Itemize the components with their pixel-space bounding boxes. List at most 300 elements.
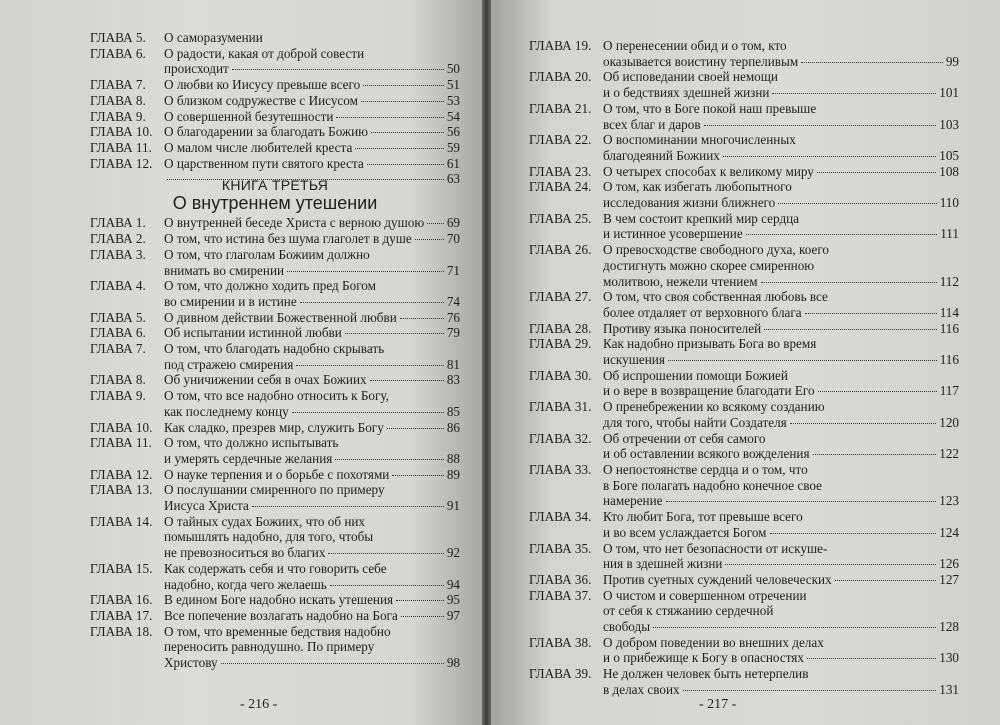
chapter-title [164, 482, 460, 513]
chapter-number: ГЛАВА 9. [90, 108, 146, 124]
chapter-page: 59 [446, 139, 460, 155]
chapter-title-text: исследования жизни ближнего [603, 195, 776, 211]
chapter-title [603, 588, 959, 635]
chapter-number: ГЛАВА 8. [90, 372, 146, 388]
chapter-number: ГЛАВА 23. [529, 163, 592, 179]
toc-entry [529, 509, 959, 540]
chapter-page: 130 [939, 650, 959, 666]
chapter-title [603, 242, 959, 289]
chapter-title-line [603, 572, 959, 588]
chapter-page: 98 [446, 655, 460, 671]
chapter-title-line [603, 336, 959, 352]
chapter-title-text: О четырех способах к великому миру [603, 163, 814, 179]
chapter-title-line [603, 117, 959, 133]
chapter-title-line [603, 54, 959, 70]
chapter-number: ГЛАВА 35. [529, 540, 592, 556]
chapter-title-line [603, 509, 959, 525]
chapter-title [603, 69, 959, 100]
chapter-number: ГЛАВА 38. [529, 634, 592, 650]
chapter-title-line [164, 294, 460, 310]
chapter-title-line [164, 325, 460, 341]
chapter-title-text: и о вере в возвращение благодати Его [603, 383, 815, 399]
chapter-page: 70 [446, 231, 460, 247]
toc-entry [90, 46, 460, 77]
chapter-title-text: Не должен человек быть нетерпелив [603, 666, 809, 682]
book-subtitle: О внутреннем утешении [172, 192, 378, 213]
chapter-title-text: О том, как избегать любопытного [603, 179, 792, 195]
toc-left-top [90, 30, 460, 187]
leader-dots [335, 459, 443, 460]
chapter-title-line [164, 124, 460, 140]
chapter-title-text: во смирении и в истине [164, 293, 297, 309]
leader-dots [764, 329, 937, 330]
chapter-page: 131 [939, 681, 959, 697]
leader-dots [683, 690, 937, 691]
chapter-page: 81 [446, 356, 460, 372]
toc-entry [90, 372, 460, 388]
chapter-title [164, 247, 460, 278]
chapter-title [164, 608, 460, 624]
chapter-title-text: О том, что глаголам Божиим должно [164, 246, 370, 262]
chapter-title-line [164, 388, 460, 404]
chapter-page: 94 [446, 576, 460, 592]
chapter-title-line [603, 541, 959, 557]
chapter-number: ГЛАВА 14. [90, 513, 153, 529]
chapter-page: 114 [939, 304, 959, 320]
chapter-title [164, 325, 460, 341]
chapter-title [603, 164, 959, 180]
chapter-title-line [603, 242, 959, 258]
leader-dots [668, 360, 937, 361]
chapter-title-text: О внутренней беседе Христа с верною душою [164, 215, 425, 231]
chapter-title-text: искушения [603, 352, 665, 368]
toc-entry [90, 388, 460, 419]
chapter-page: 71 [446, 262, 460, 278]
toc-entry [90, 561, 460, 592]
chapter-title-text: О науке терпения и о борьбе с похотями [164, 466, 390, 482]
chapter-page: 105 [939, 147, 959, 163]
chapter-title-line [164, 247, 460, 263]
toc-entry [529, 462, 959, 509]
chapter-title-line [603, 588, 959, 604]
chapter-page: 127 [939, 571, 959, 587]
chapter-title-text: О близком содружестве с Иисусом [164, 92, 358, 108]
chapter-number: ГЛАВА 29. [529, 336, 592, 352]
chapter-title-line [603, 352, 959, 368]
toc-entry [529, 289, 959, 320]
chapter-title [164, 109, 460, 125]
chapter-title-text: Как сладко, презрев мир, служить Богу [164, 419, 384, 435]
chapter-title-line [603, 682, 959, 698]
chapter-title-line [603, 38, 959, 54]
left-page [0, 0, 482, 725]
chapter-number: ГЛАВА 10. [90, 124, 153, 140]
chapter-title-line [603, 132, 959, 148]
chapter-title [164, 514, 460, 561]
right-page [491, 0, 1000, 725]
chapter-title-text: О том, что в Боге покой наш превыше [603, 100, 817, 116]
chapter-title-text: всех благ и даров [603, 116, 701, 132]
chapter-title-text: О том, что должно ходить пред Богом [164, 278, 376, 294]
leader-dots [345, 333, 444, 334]
chapter-title-line [164, 577, 460, 593]
chapter-title-text: О радости, какая от доброй совести [164, 45, 365, 61]
chapter-page: 99 [945, 53, 959, 69]
leader-dots [400, 318, 444, 319]
toc-entry [90, 514, 460, 561]
chapter-title [603, 509, 959, 540]
chapter-title-text: О том, что нет безопасности от искуше- [603, 540, 828, 556]
chapter-title-text: О совершенной безутешности [164, 108, 334, 124]
chapter-title-text: ния в здешней жизни [603, 556, 723, 572]
chapter-title-text: Противу языка поносителей [603, 320, 762, 336]
chapter-title [164, 341, 460, 372]
chapter-page: 69 [446, 215, 460, 231]
toc-entry [529, 132, 959, 163]
chapter-title-line [164, 451, 460, 467]
chapter-title-line [164, 46, 460, 62]
chapter-title-text: Все попечение возлагать надобно на Бога [164, 607, 398, 623]
chapter-number: ГЛАВА 12. [90, 155, 153, 171]
chapter-title [164, 624, 460, 671]
toc-entry [529, 164, 959, 180]
chapter-title-text: Об уничижении себя в очах Божиих [164, 372, 367, 388]
chapter-number: ГЛАВА 2. [90, 231, 146, 247]
chapter-title-line [164, 561, 460, 577]
chapter-title-text: для того, чтобы найти Создателя [603, 414, 787, 430]
chapter-title-line [603, 195, 959, 211]
chapter-title [603, 431, 959, 462]
chapter-title [603, 666, 959, 697]
chapter-number: ГЛАВА 9. [90, 388, 146, 404]
chapter-title-line [603, 148, 959, 164]
chapter-title [164, 388, 460, 419]
toc-entry [90, 435, 460, 466]
chapter-page: 95 [446, 592, 460, 608]
leader-dots [666, 501, 937, 502]
toc-entry [90, 247, 460, 278]
chapter-title-line [164, 514, 460, 530]
chapter-number: ГЛАВА 11. [90, 435, 152, 451]
chapter-number: ГЛАВА 15. [90, 560, 153, 576]
chapter-title-line [164, 624, 460, 640]
toc-entry [529, 368, 959, 399]
chapter-title-line [164, 435, 460, 451]
chapter-page: 110 [939, 195, 959, 211]
chapter-number: ГЛАВА 39. [529, 666, 592, 682]
chapter-title-line [603, 383, 959, 399]
chapter-page: 101 [939, 85, 959, 101]
leader-dots [415, 239, 444, 240]
leader-dots [770, 533, 937, 534]
chapter-title-text: О дивном действии Божественной любви [164, 309, 397, 325]
chapter-title-text: не превозноситься во благих [164, 545, 326, 561]
leader-dots [704, 125, 937, 126]
chapter-title-text: О том, что истина без шума глаголет в душе [164, 231, 412, 247]
chapter-title [603, 211, 959, 242]
chapter-title-line [603, 274, 959, 290]
chapter-title [164, 140, 460, 156]
chapter-title-line [164, 420, 460, 436]
chapter-title [603, 321, 959, 337]
chapter-title [164, 215, 460, 231]
leader-dots [401, 616, 444, 617]
chapter-number: ГЛАВА 5. [90, 309, 146, 325]
leader-dots [427, 223, 444, 224]
chapter-title-text: под стражею смирения [164, 356, 294, 372]
toc-entry [529, 179, 959, 210]
chapter-title-line [164, 109, 460, 125]
chapter-page: 124 [939, 524, 959, 540]
chapter-number: ГЛАВА 26. [529, 242, 592, 258]
book-title: КНИГА ТРЕТЬЯ [221, 177, 329, 193]
leader-dots [363, 85, 444, 86]
leader-dots [330, 585, 444, 586]
chapter-page: 74 [446, 293, 460, 309]
chapter-page: 61 [446, 155, 460, 171]
toc-entry [90, 140, 460, 156]
chapter-title-line [164, 404, 460, 420]
chapter-title [164, 310, 460, 326]
chapter-title-line [164, 310, 460, 326]
chapter-number: ГЛАВА 25. [529, 210, 592, 226]
chapter-title-text: помышлять надобно, для того, чтобы [164, 529, 374, 545]
leader-dots [355, 148, 444, 149]
leader-dots [361, 101, 444, 102]
chapter-title-line [603, 164, 959, 180]
chapter-page: 53 [446, 92, 460, 108]
chapter-page: 88 [446, 450, 460, 466]
chapter-title-text: О добром поведении во внешних делах [603, 634, 824, 650]
leader-dots [805, 313, 937, 314]
chapter-title-text: и умерять сердечные желания [164, 450, 333, 466]
chapter-number: ГЛАВА 11. [90, 139, 152, 155]
toc-entry [90, 325, 460, 341]
chapter-title-text: молитвою, нежели чтением [603, 273, 758, 289]
chapter-number: ГЛАВА 34. [529, 509, 592, 525]
chapter-title-line [164, 639, 460, 655]
chapter-title-line [164, 529, 460, 545]
leader-dots [232, 69, 444, 70]
chapter-title [164, 372, 460, 388]
chapter-title-text: в делах своих [603, 681, 680, 697]
chapter-title-line [164, 608, 460, 624]
chapter-page: 108 [939, 163, 959, 179]
toc-entry [90, 278, 460, 309]
chapter-title-text: Как надобно призывать Бога во время [603, 336, 817, 352]
chapter-title-line [164, 482, 460, 498]
chapter-title-text: и истинное усовершение [603, 226, 743, 242]
chapter-title-line [164, 140, 460, 156]
toc-entry [529, 211, 959, 242]
toc-entry [90, 215, 460, 231]
toc-left-book3 [90, 166, 460, 671]
leader-dots [387, 428, 444, 429]
chapter-page: 112 [939, 273, 959, 289]
chapter-number: ГЛАВА 28. [529, 320, 592, 336]
chapter-page: 122 [939, 446, 959, 462]
chapter-title-text: В едином Боге надобно искать утешения [164, 592, 394, 608]
chapter-title [164, 278, 460, 309]
chapter-title-line [603, 258, 959, 274]
chapter-title-line [603, 399, 959, 415]
chapter-title-text: более отдаляет от верховного блага [603, 304, 802, 320]
leader-dots [807, 658, 936, 659]
chapter-title-line [164, 545, 460, 561]
chapter-title-line [164, 655, 460, 671]
toc-entry [529, 399, 959, 430]
chapter-title-line [164, 263, 460, 279]
chapter-title-text: внимать во смирении [164, 262, 285, 278]
toc-entry [90, 467, 460, 483]
chapter-number: ГЛАВА 19. [529, 38, 592, 53]
chapter-number: ГЛАВА 1. [90, 215, 146, 231]
chapter-title-line [164, 231, 460, 247]
toc-left-entries [90, 215, 460, 670]
toc-entry [90, 420, 460, 436]
chapter-title-text: благодеяний Божиих [603, 147, 720, 163]
chapter-number: ГЛАВА 10. [90, 419, 153, 435]
leader-dots [392, 475, 443, 476]
chapter-title [603, 336, 959, 367]
chapter-title [603, 179, 959, 210]
chapter-page: 117 [939, 383, 959, 399]
chapter-title-text: в Боге полагать надобно конечное свое [603, 477, 822, 493]
chapter-title-line [164, 278, 460, 294]
chapter-title-line [603, 619, 959, 635]
chapter-title-line [164, 30, 460, 46]
chapter-number: ГЛАВА 36. [529, 571, 592, 587]
chapter-page: 56 [446, 124, 460, 140]
toc-entry [90, 341, 460, 372]
chapter-title-text: О саморазумении [164, 30, 263, 45]
book-heading [90, 178, 460, 211]
chapter-title-text: Как содержать себя и что говорить себе [164, 560, 387, 576]
chapter-number: ГЛАВА 3. [90, 246, 146, 262]
chapter-page: 116 [939, 320, 959, 336]
toc-entry [529, 666, 959, 697]
chapter-page: 103 [939, 116, 959, 132]
chapter-title-text: Об испытании истинной любви [164, 325, 342, 341]
chapter-page: 51 [446, 77, 460, 93]
toc-entry [529, 588, 959, 635]
chapter-title-line [603, 69, 959, 85]
chapter-title-text: переносить равнодушно. По примеру [164, 639, 375, 655]
chapter-title-line [164, 215, 460, 231]
chapter-number: ГЛАВА 31. [529, 399, 592, 415]
chapter-title-text: О послушании смиренного по примеру [164, 482, 385, 498]
chapter-page: 50 [446, 61, 460, 77]
chapter-title [164, 124, 460, 140]
chapter-title-text: О любви ко Иисусу превыше всего [164, 77, 361, 93]
chapter-number: ГЛАВА 8. [90, 92, 146, 108]
chapter-title-line [603, 305, 959, 321]
chapter-title-line [603, 226, 959, 242]
toc-entry [90, 231, 460, 247]
chapter-page: 116 [939, 352, 959, 368]
chapter-title-line [603, 666, 959, 682]
chapter-title-line [164, 498, 460, 514]
leader-dots [723, 156, 936, 157]
chapter-title [603, 572, 959, 588]
chapter-title-line [603, 556, 959, 572]
chapter-title [603, 635, 959, 666]
leader-dots [835, 580, 937, 581]
chapter-number: ГЛАВА 22. [529, 132, 592, 148]
chapter-number: ГЛАВА 24. [529, 179, 592, 195]
chapter-title-line [164, 93, 460, 109]
leader-dots [296, 365, 443, 366]
chapter-number: ГЛАВА 13. [90, 482, 153, 498]
chapter-title [164, 77, 460, 93]
chapter-title-text: свободы [603, 619, 651, 635]
chapter-title-line [164, 592, 460, 608]
leader-dots [817, 172, 936, 173]
toc-entry [529, 69, 959, 100]
chapter-title-line [164, 341, 460, 357]
chapter-title-line [603, 101, 959, 117]
chapter-title [603, 101, 959, 132]
chapter-title-text: О царственном пути святого креста [164, 155, 364, 171]
chapter-title [164, 561, 460, 592]
chapter-page: 79 [446, 325, 460, 341]
leader-dots [371, 132, 444, 133]
chapter-title-line [164, 61, 460, 77]
chapter-number: ГЛАВА 27. [529, 289, 592, 305]
toc-entry [90, 109, 460, 125]
chapter-title-text: намерение [603, 493, 663, 509]
book-gutter [482, 0, 491, 725]
chapter-title-text: Об исповедании своей немощи [603, 69, 778, 85]
leader-dots [772, 93, 936, 94]
chapter-page: 76 [446, 309, 460, 325]
leader-dots [813, 454, 937, 455]
chapter-title-text: оказывается воистину терпеливым [603, 53, 799, 69]
chapter-title-line [603, 368, 959, 384]
chapter-title [164, 435, 460, 466]
chapter-title-text: и об оставлении всякого вожделения [603, 446, 810, 462]
toc-entry [90, 624, 460, 671]
chapter-title-text: Против суетных суждений человеческих [603, 571, 832, 587]
chapter-page: 83 [446, 372, 460, 388]
chapter-title-line [164, 357, 460, 373]
chapter-number: ГЛАВА 18. [90, 623, 153, 639]
chapter-page: 120 [939, 414, 959, 430]
chapter-title-text: Об испрошении помощи Божией [603, 367, 788, 383]
chapter-title-text: и о прибежище к Богу в опасностях [603, 650, 804, 666]
toc-entry [529, 38, 959, 69]
chapter-page: 128 [939, 619, 959, 635]
toc-entry [529, 572, 959, 588]
leader-dots [396, 600, 444, 601]
chapter-page: 86 [446, 419, 460, 435]
chapter-title [603, 38, 959, 69]
chapter-page: 126 [939, 556, 959, 572]
chapter-page: 63 [446, 171, 460, 187]
chapter-title-text: О чистом и совершенном отречении [603, 587, 807, 603]
toc-entry [90, 77, 460, 93]
chapter-title-line [603, 321, 959, 337]
chapter-title [164, 93, 460, 109]
chapter-title-text: О превосходстве свободного духа, коего [603, 242, 830, 258]
leader-dots [367, 164, 444, 165]
chapter-title-line [603, 446, 959, 462]
toc-entry [529, 101, 959, 132]
toc-entry [529, 336, 959, 367]
leader-dots [801, 62, 943, 63]
chapter-page: 111 [940, 226, 959, 242]
chapter-title [164, 46, 460, 77]
